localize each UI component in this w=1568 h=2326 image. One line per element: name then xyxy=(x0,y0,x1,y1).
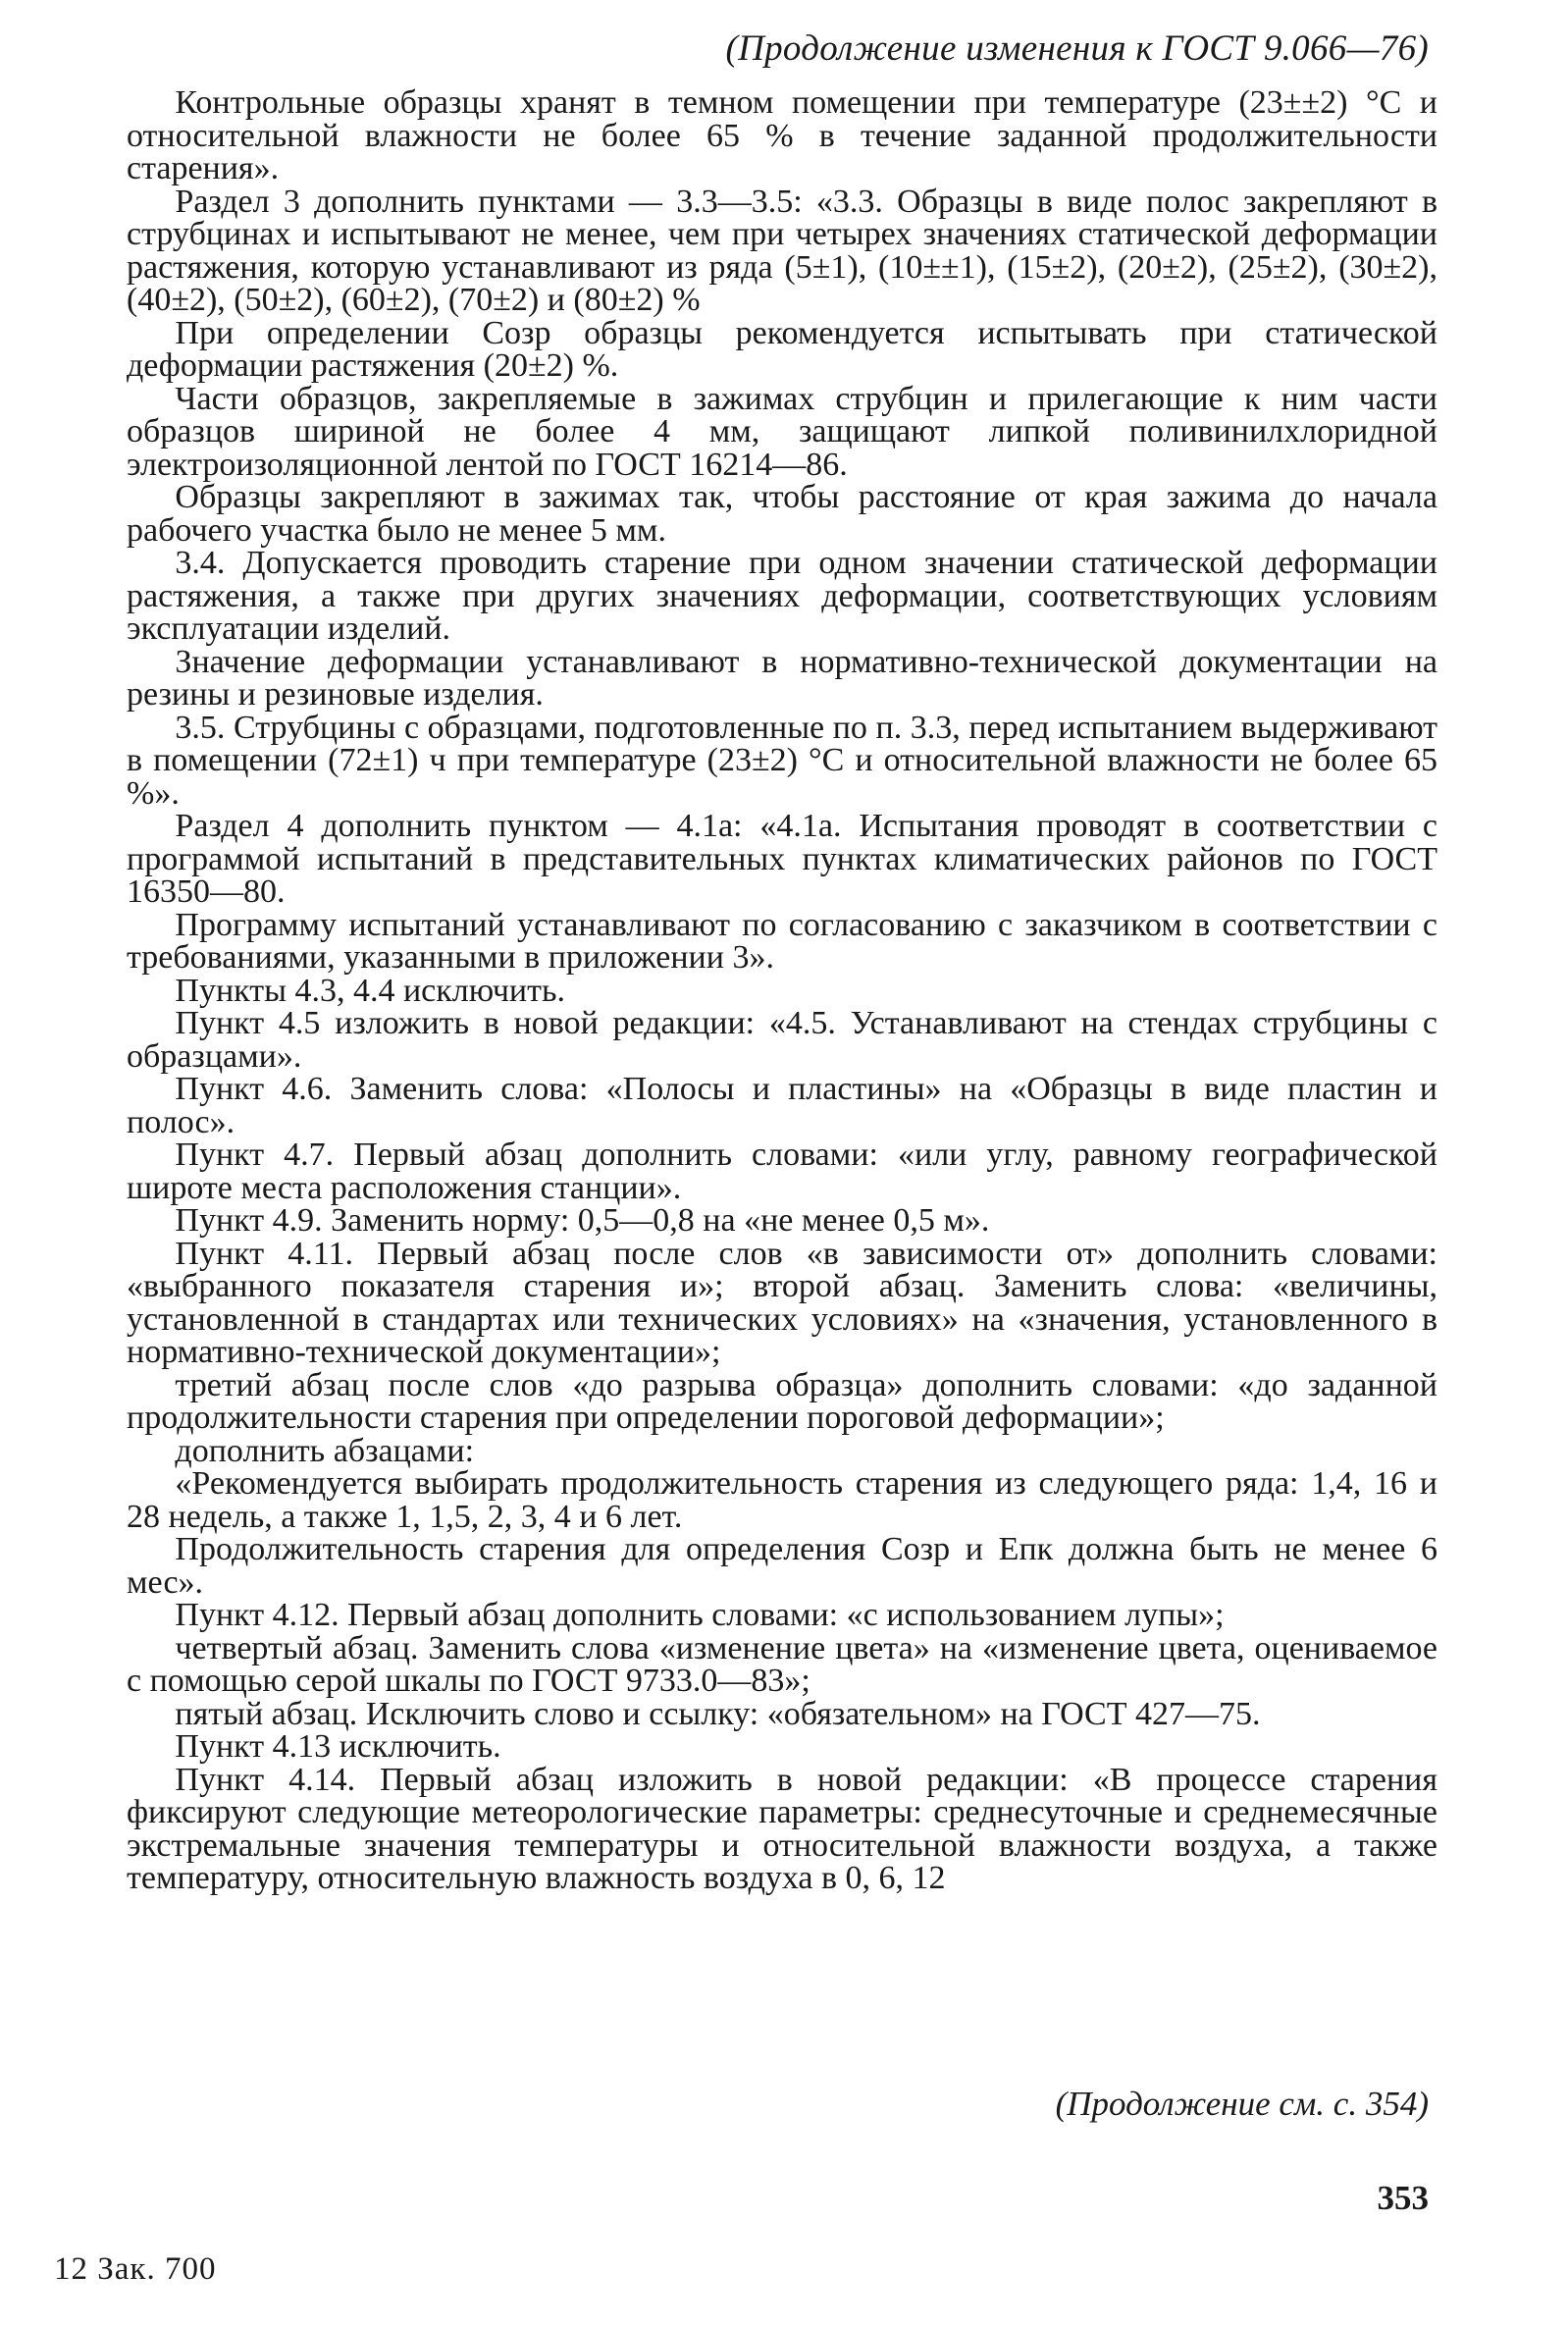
paragraph: Пункт 4.7. Первый абзац дополнить словами: «или углу, равному географической широте места расположения станции». xyxy=(127,1137,1437,1206)
body-text xyxy=(127,86,1437,1895)
paragraph: При определении Cозр образцы рекомендуется испытывать при статической деформации растяжения (20±2) %. xyxy=(127,314,1437,384)
paragraph: Раздел 4 дополнить пунктом — 4.1а: «4.1а. Испытания проводят в соответствии с программой испытаний в представительных пунктах климатических районов по ГОСТ 16350—80. xyxy=(127,808,1437,910)
running-header: (Продолжение изменения к ГОСТ 9.066—76) xyxy=(725,28,1429,69)
paragraph: Значение деформации устанавливают в нормативно-технической документации на резины и резиновые изделия. xyxy=(127,643,1437,713)
paragraph: Раздел 3 дополнить пунктами — 3.3—3.5: «3.3. Образцы в виде полос закрепляют в струбцинах и испытывают не менее, чем при четырех значениях статической деформации растяжения, которую устанавливают из ряда (5±1), (10±±1), (15±2), (20±2), (25±2), (30±2), (40±2), (50±2), (60±2), (70±2) и (80±2) % xyxy=(127,183,1437,318)
paragraph: 3.5. Струбцины с образцами, подготовленные по п. 3.3, перед испытанием выдерживают в помещении (72±1) ч при температуре (23±2) °С и относительной влажности не более 65 %». xyxy=(127,709,1437,812)
page-number: 353 xyxy=(1377,2179,1429,2217)
paragraph: Пункт 4.5 изложить в новой редакции: «4.5. Устанавливают на стендах струбцины с образцами». xyxy=(127,1005,1437,1075)
paragraph: Пункт 4.12. Первый абзац дополнить словами: «с использованием лупы»; xyxy=(175,1597,1225,1633)
paragraph: Пункт 4.13 исключить. xyxy=(175,1728,501,1765)
paragraph: Контрольные образцы хранят в темном помещении при температуре (23±±2) °С и относительной влажности не более 65 % в течение заданной продолжительности старения». xyxy=(127,84,1437,186)
paragraph: четвертый абзац. Заменить слова «изменение цвета» на «изменение цвета, оцениваемое с помощью серой шкалы по ГОСТ 9733.0—83»; xyxy=(127,1629,1437,1699)
paragraph: Пункт 4.14. Первый абзац изложить в новой редакции: «В процессе старения фиксируют следующие метеорологические параметры: среднесуточные и среднемесячные экстремальные значения температуры и относительной влажности воздуха, а также температуру, относительную влажность воздуха в 0, 6, 12 xyxy=(127,1761,1437,1896)
paragraph: Образцы закрепляют в зажимах так, чтобы расстояние от края зажима до начала рабочего участка было не менее 5 мм. xyxy=(127,479,1437,549)
paragraph: дополнить абзацами: xyxy=(175,1432,475,1469)
paragraph: «Рекомендуется выбирать продолжительность старения из следующего ряда: 1,4, 16 и 28 недель, а также 1, 1,5, 2, 3, 4 и 6 лет. xyxy=(127,1465,1437,1535)
paragraph: Пункт 4.6. Заменить слова: «Полосы и пластины» на «Образцы в виде пластин и полос». xyxy=(127,1071,1437,1140)
paragraph: Пункты 4.3, 4.4 исключить. xyxy=(175,972,565,1009)
paragraph: пятый абзац. Исключить слово и ссылку: «обязательном» на ГОСТ 427—75. xyxy=(175,1695,1261,1732)
paragraph: Части образцов, закрепляемые в зажимах струбцин и прилегающие к ним части образцов шириной не более 4 мм, защищают липкой поливинилхлоридной электроизоляционной лентой по ГОСТ 16214—86. xyxy=(127,380,1437,483)
paragraph: Продолжительность старения для определения Cозр и Eпк должна быть не менее 6 мес». xyxy=(127,1531,1437,1601)
paragraph: Программу испытаний устанавливают по согласованию с заказчиком в соответствии с требованиями, указанными в приложении 3». xyxy=(127,906,1437,976)
paragraph: третий абзац после слов «до разрыва образца» дополнить словами: «до заданной продолжительности старения при определении пороговой деформации»; xyxy=(127,1366,1437,1436)
order-number: 12 Зак. 700 xyxy=(54,2251,217,2287)
continuation-note: (Продолжение см. с. 354) xyxy=(1055,2085,1429,2123)
paragraph: Пункт 4.11. Первый абзац после слов «в зависимости от» дополнить словами: «выбранного показателя старения и»; второй абзац. Заменить слова: «величины, установленной в стандартах или технических условиях» на «значения, установленного в нормативно-технической документации»; xyxy=(127,1235,1437,1370)
paragraph: Пункт 4.9. Заменить норму: 0,5—0,8 на «не менее 0,5 м». xyxy=(175,1202,990,1239)
paragraph: 3.4. Допускается проводить старение при одном значении статической деформации растяжения, а также при других значениях деформации, соответствующих условиям эксплуатации изделий. xyxy=(127,545,1437,647)
